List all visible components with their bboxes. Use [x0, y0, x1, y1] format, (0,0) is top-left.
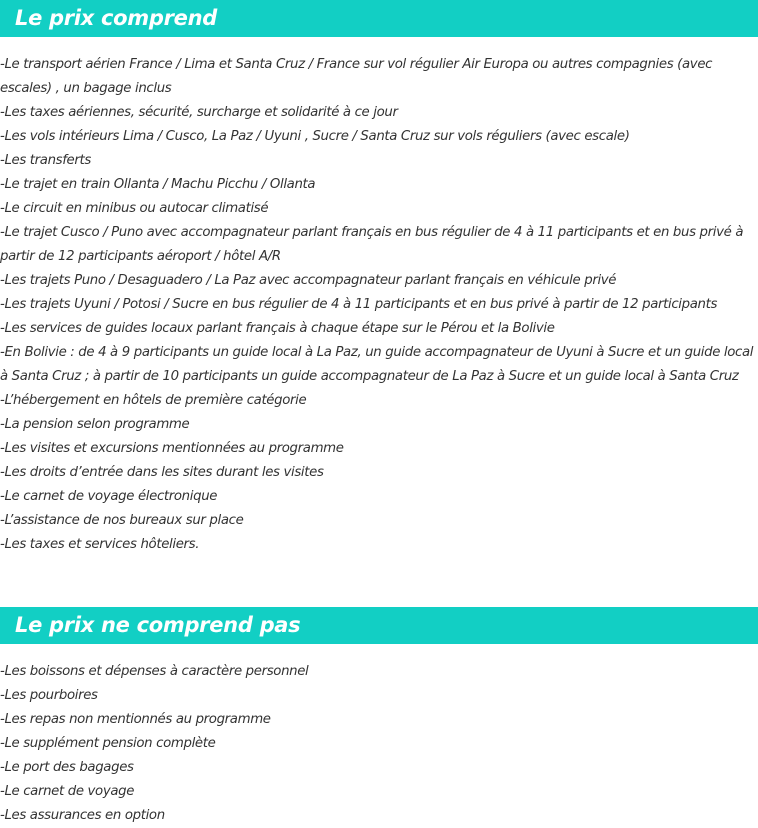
excluded-section-header	[0, 607, 758, 644]
included-item: -Les trajets Puno / Desaguadero / La Paz avec accompagnateur parlant français en véhicule privé	[0, 273, 617, 288]
included-item: -Les taxes aériennes, sécurité, surcharge et solidarité à ce jour	[0, 105, 398, 120]
included-item: -L’assistance de nos bureaux sur place	[0, 513, 244, 528]
included-item: -L’hébergement en hôtels de première catégorie	[0, 393, 307, 408]
included-item: -Les transferts	[0, 153, 91, 168]
included-item: -Le carnet de voyage électronique	[0, 489, 218, 504]
included-item: -Les visites et excursions mentionnées au programme	[0, 441, 344, 456]
included-item: -Le transport aérien France / Lima et Santa Cruz / France sur vol régulier Air Europa ou autres compagnies (avec escales) , un bagage inclus	[0, 57, 713, 96]
included-item: -Les droits d’entrée dans les sites durant les visites	[0, 465, 324, 480]
included-item: -Le trajet en train Ollanta / Machu Picchu / Ollanta	[0, 177, 316, 192]
excluded-items-list	[0, 660, 758, 828]
excluded-item: -Les repas non mentionnés au programme	[0, 712, 271, 727]
included-section-header	[0, 0, 758, 37]
excluded-item: -Le carnet de voyage	[0, 784, 135, 799]
included-item: -Les vols intérieurs Lima / Cusco, La Paz / Uyuni , Sucre / Santa Cruz sur vols réguliers (avec escale)	[0, 129, 630, 144]
included-item: -Les taxes et services hôteliers.	[0, 537, 200, 552]
excluded-item: -Le supplément pension complète	[0, 736, 216, 751]
included-item: -En Bolivie : de 4 à 9 participants un guide local à La Paz, un guide accompagnateur de Uyuni à Sucre et un guide local à Santa Cruz ; à partir de 10 participants un guide accompagnateur de La Paz à Sucre et un guide local à Santa Cruz	[0, 345, 754, 384]
included-item: -Les services de guides locaux parlant français à chaque étape sur le Pérou et la Bolivie	[0, 321, 555, 336]
included-section-title: Le prix comprend	[15, 6, 217, 30]
excluded-item: -Les assurances en option	[0, 808, 165, 823]
excluded-item: -Les boissons et dépenses à caractère personnel	[0, 664, 309, 679]
excluded-item: -Le port des bagages	[0, 760, 134, 775]
included-item: -Le circuit en minibus ou autocar climatisé	[0, 201, 269, 216]
included-item: -Le trajet Cusco / Puno avec accompagnateur parlant français en bus régulier de 4 à 11 participants et en bus privé à partir de 12 participants aéroport / hôtel A/R	[0, 225, 744, 264]
excluded-section-title: Le prix ne comprend pas	[15, 613, 301, 637]
included-item: -La pension selon programme	[0, 417, 190, 432]
included-item: -Les trajets Uyuni / Potosi / Sucre en bus régulier de 4 à 11 participants et en bus privé à partir de 12 participants	[0, 297, 718, 312]
excluded-item: -Les pourboires	[0, 688, 98, 703]
included-items-list	[0, 53, 758, 557]
